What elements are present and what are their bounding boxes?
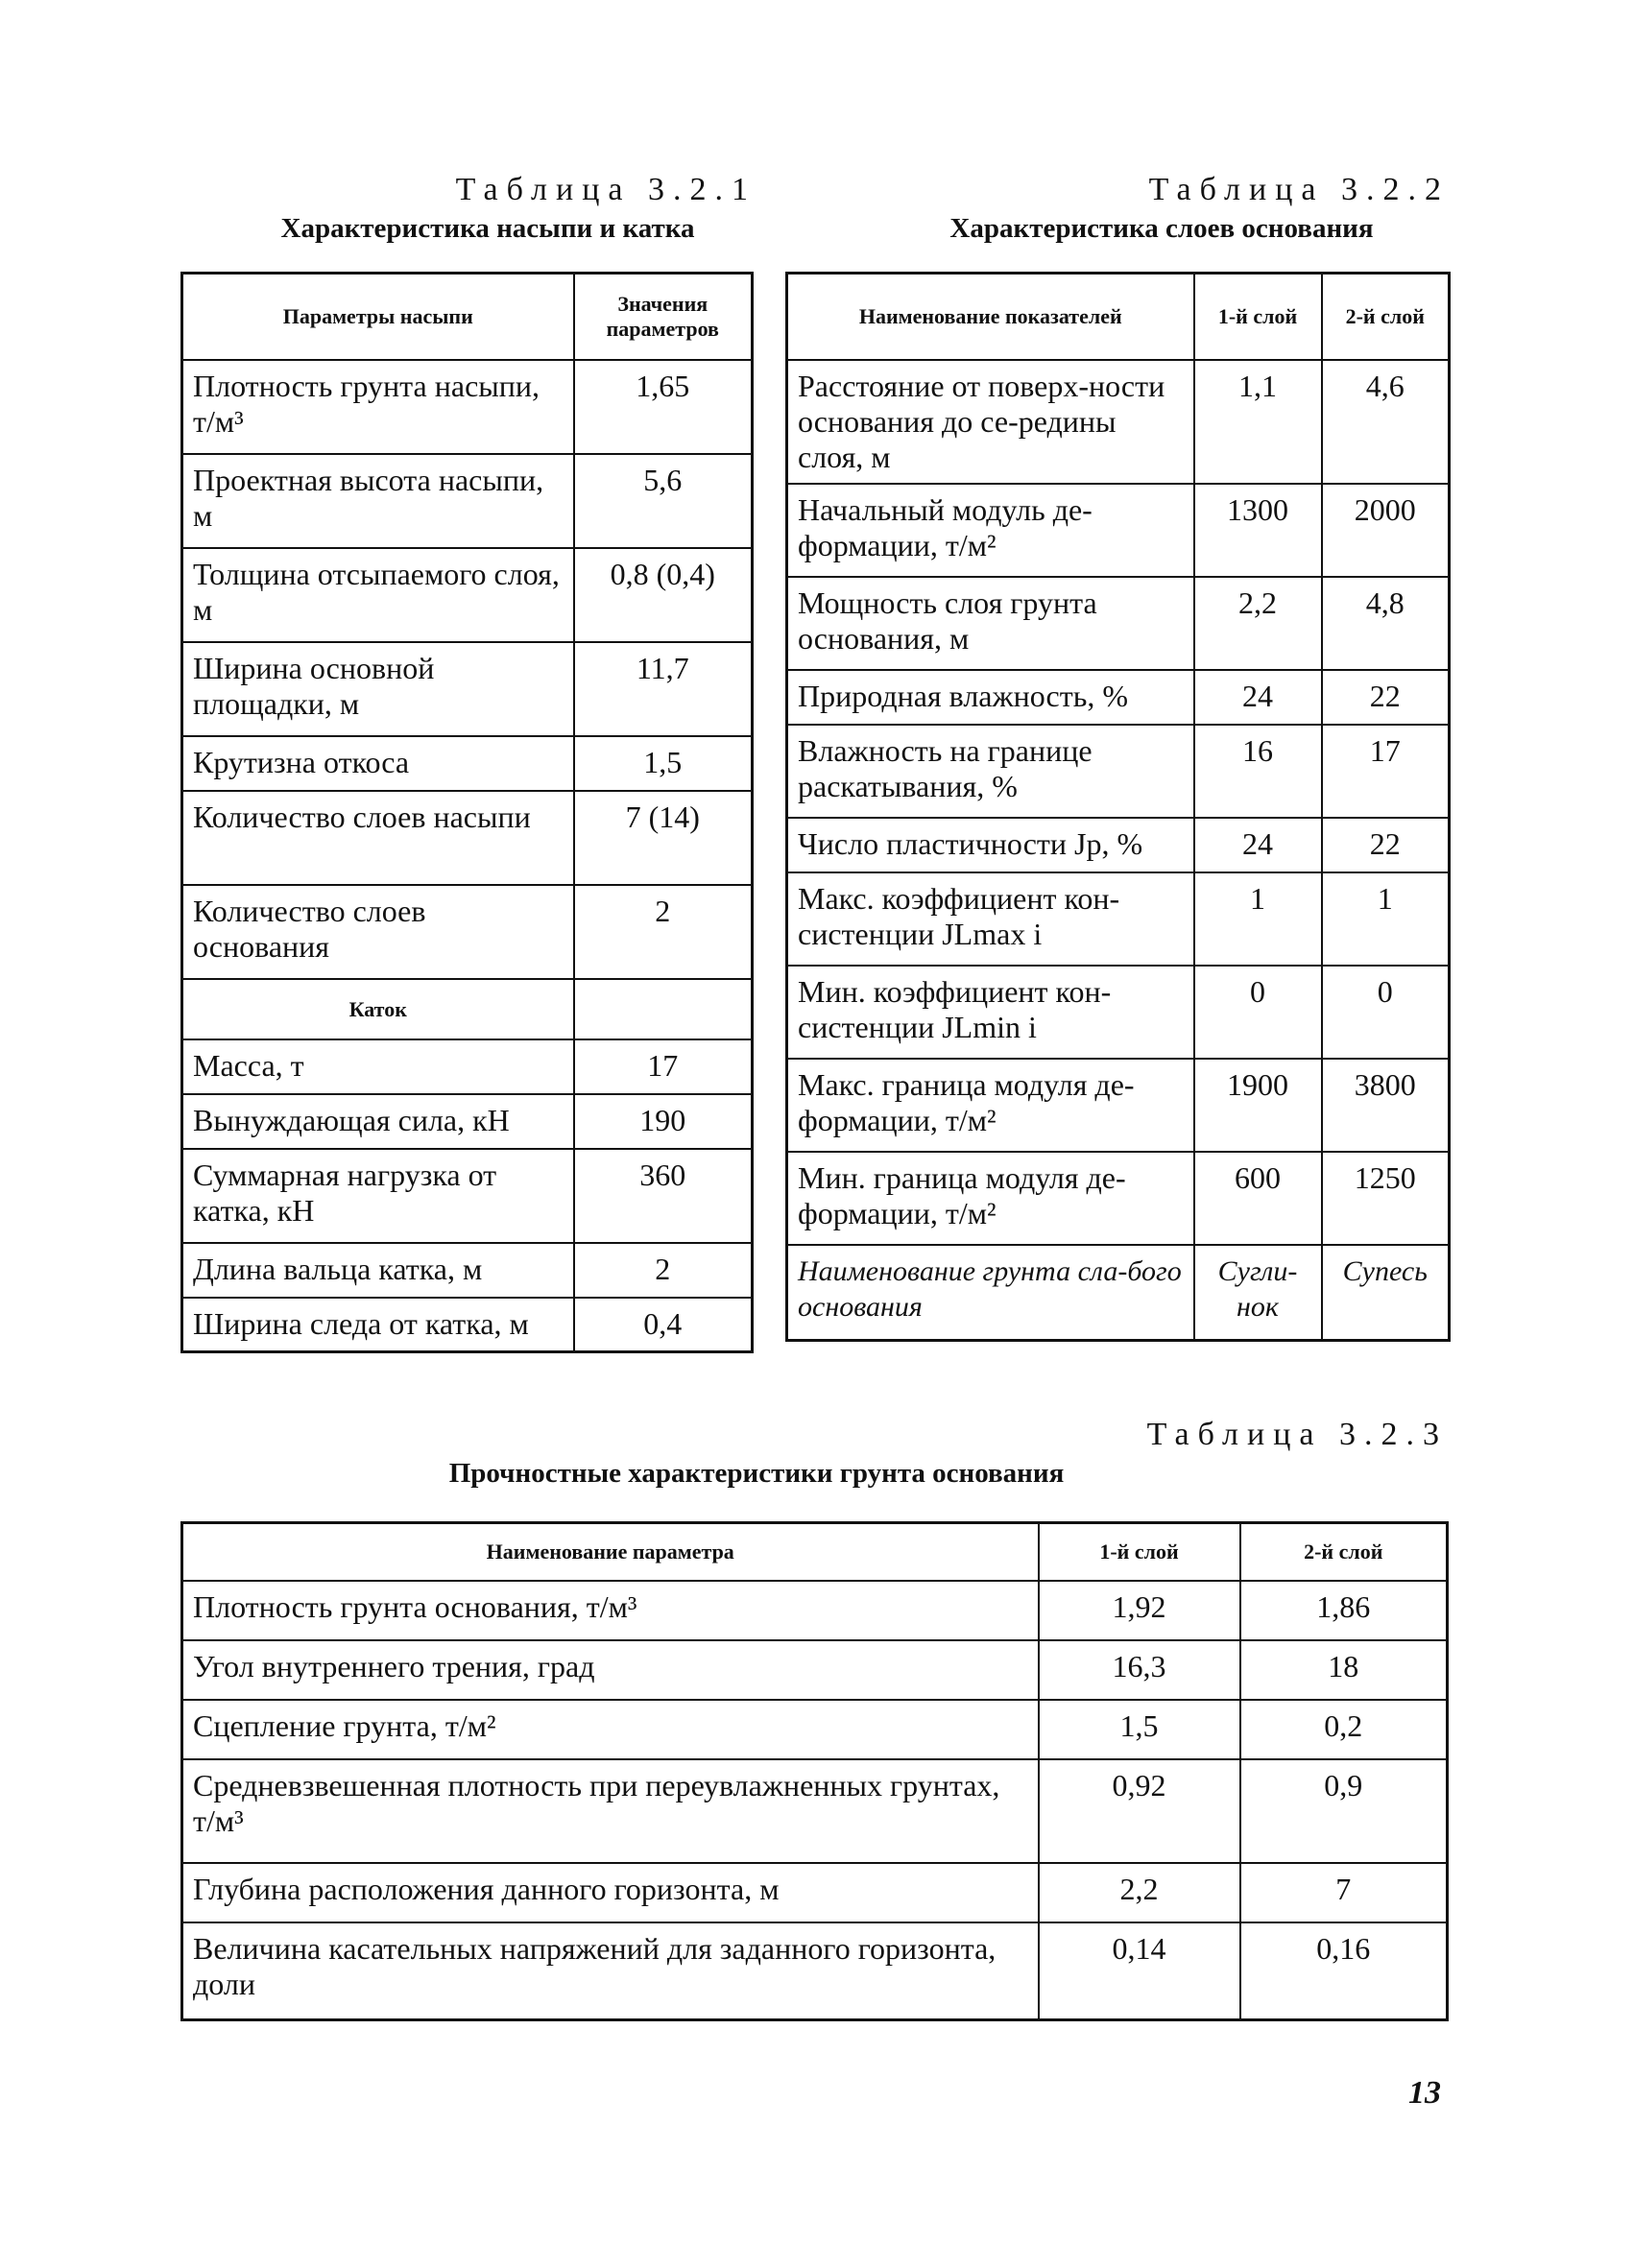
layer1-value: 2,2 xyxy=(1039,1863,1240,1922)
param-value: 2 xyxy=(574,885,753,979)
header-cell: 1-й слой xyxy=(1194,274,1322,360)
layer1-soil: Сугли-нок xyxy=(1194,1245,1322,1341)
table-row xyxy=(182,1149,753,1243)
table-3-2-2-caption xyxy=(845,171,1450,248)
param-value: 190 xyxy=(574,1094,753,1149)
table-row xyxy=(182,1700,1448,1759)
layer2-value: 1,86 xyxy=(1240,1581,1448,1640)
table-3-2-3-title: Прочностные характеристики грунта основания xyxy=(448,1458,1065,1489)
table-header-row xyxy=(787,274,1450,360)
layer1-value: 0,92 xyxy=(1039,1759,1240,1863)
parameter-name: Угол внутреннего трения, град xyxy=(182,1640,1039,1700)
param-value: 0,8 (0,4) xyxy=(574,548,753,642)
layer2-value: 0,16 xyxy=(1240,1922,1448,2020)
layer2-value: 7 xyxy=(1240,1863,1448,1922)
roller-subheader: Каток xyxy=(182,979,574,1039)
table-3-2-3-caption xyxy=(180,1416,1448,1492)
layer2-value: 22 xyxy=(1322,818,1450,872)
table-row xyxy=(182,1922,1448,2020)
param-value: 360 xyxy=(574,1149,753,1243)
table-row xyxy=(182,1298,753,1352)
table-3-2-2-title: Характеристика слоев основания xyxy=(949,213,1374,244)
table-row xyxy=(182,1863,1448,1922)
subheader-row xyxy=(182,979,753,1039)
parameter-name: Величина касательных напряжений для заданного горизонта, доли xyxy=(182,1922,1039,2020)
table-row xyxy=(182,885,753,979)
table-row xyxy=(787,725,1450,818)
layer1-value: 1900 xyxy=(1194,1059,1322,1152)
layer2-value: 0 xyxy=(1322,966,1450,1059)
param-name: Длина вальца катка, м xyxy=(182,1243,574,1298)
layer2-value: 22 xyxy=(1322,670,1450,725)
param-value: 1,65 xyxy=(574,360,753,454)
header-cell: Значения параметров xyxy=(574,274,753,360)
soil-name-label: Наименование грунта сла-бого основания xyxy=(787,1245,1194,1341)
layer2-value: 2000 xyxy=(1322,484,1450,577)
table-3-2-1-label: Таблица 3.2.1 xyxy=(455,172,756,207)
layer1-value: 1,5 xyxy=(1039,1700,1240,1759)
table-row xyxy=(787,818,1450,872)
table-row xyxy=(182,736,753,791)
table-row xyxy=(787,484,1450,577)
layer1-value: 24 xyxy=(1194,818,1322,872)
layer1-value: 1,1 xyxy=(1194,360,1322,484)
layer1-value: 1300 xyxy=(1194,484,1322,577)
indicator-name: Мин. граница модуля де-формации, т/м² xyxy=(787,1152,1194,1245)
table-row xyxy=(787,670,1450,725)
indicator-name: Число пластичности Jp, % xyxy=(787,818,1194,872)
base-layers-table xyxy=(785,272,1451,1342)
param-value: 0,4 xyxy=(574,1298,753,1352)
layer1-value: 0 xyxy=(1194,966,1322,1059)
param-name: Плотность грунта насыпи, т/м³ xyxy=(182,360,574,454)
header-cell: Наименование параметра xyxy=(182,1523,1039,1581)
param-name: Проектная высота насыпи, м xyxy=(182,454,574,548)
param-name: Толщина отсыпаемого слоя, м xyxy=(182,548,574,642)
param-value: 1,5 xyxy=(574,736,753,791)
layer1-value: 1 xyxy=(1194,872,1322,966)
param-name: Количество слоев основания xyxy=(182,885,574,979)
layer2-value: 3800 xyxy=(1322,1059,1450,1152)
page-number: 13 xyxy=(1408,2075,1441,2111)
table-row xyxy=(182,1039,753,1094)
layer1-value: 16 xyxy=(1194,725,1322,818)
table-row xyxy=(787,360,1450,484)
table-row xyxy=(182,1094,753,1149)
table-row xyxy=(182,791,753,885)
table-header-row xyxy=(182,1523,1448,1581)
table-3-2-1-title: Характеристика насыпи и катка xyxy=(280,213,695,244)
layer2-value: 4,8 xyxy=(1322,577,1450,670)
param-name: Вынуждающая сила, кН xyxy=(182,1094,574,1149)
param-name: Количество слоев насыпи xyxy=(182,791,574,885)
layer1-value: 24 xyxy=(1194,670,1322,725)
layer2-value: 18 xyxy=(1240,1640,1448,1700)
layer2-value: 4,6 xyxy=(1322,360,1450,484)
header-cell: Параметры насыпи xyxy=(182,274,574,360)
layer1-value: 600 xyxy=(1194,1152,1322,1245)
layer1-value: 16,3 xyxy=(1039,1640,1240,1700)
layer2-value: 1250 xyxy=(1322,1152,1450,1245)
param-name: Суммарная нагрузка от катка, кН xyxy=(182,1149,574,1243)
table-3-2-3-label: Таблица 3.2.3 xyxy=(1146,1417,1448,1452)
parameter-name: Сцепление грунта, т/м² xyxy=(182,1700,1039,1759)
table-row xyxy=(182,548,753,642)
param-value: 5,6 xyxy=(574,454,753,548)
table-row xyxy=(787,872,1450,966)
embankment-table xyxy=(180,272,754,1353)
layer2-value: 0,9 xyxy=(1240,1759,1448,1863)
table-row xyxy=(182,1640,1448,1700)
table-row xyxy=(182,1243,753,1298)
layer2-value: 0,2 xyxy=(1240,1700,1448,1759)
param-value: 11,7 xyxy=(574,642,753,736)
table-3-2-1-caption xyxy=(180,171,756,248)
indicator-name: Природная влажность, % xyxy=(787,670,1194,725)
param-name: Ширина следа от катка, м xyxy=(182,1298,574,1352)
layer1-value: 2,2 xyxy=(1194,577,1322,670)
table-row xyxy=(787,1059,1450,1152)
indicator-name: Мощность слоя грунта основания, м xyxy=(787,577,1194,670)
header-cell: Наименование показателей xyxy=(787,274,1194,360)
table-row xyxy=(182,454,753,548)
header-cell: 2-й слой xyxy=(1240,1523,1448,1581)
header-cell: 2-й слой xyxy=(1322,274,1450,360)
table-row xyxy=(787,1245,1450,1341)
indicator-name: Макс. коэффициент кон-систенции JLmax i xyxy=(787,872,1194,966)
parameter-name: Плотность грунта основания, т/м³ xyxy=(182,1581,1039,1640)
layer2-value: 1 xyxy=(1322,872,1450,966)
param-value: 17 xyxy=(574,1039,753,1094)
table-row xyxy=(182,1581,1448,1640)
param-name: Ширина основной площадки, м xyxy=(182,642,574,736)
param-name: Масса, т xyxy=(182,1039,574,1094)
layer1-value: 1,92 xyxy=(1039,1581,1240,1640)
table-row xyxy=(787,966,1450,1059)
table-row xyxy=(182,1759,1448,1863)
soil-strength-table xyxy=(180,1521,1449,2021)
parameter-name: Средневзвешенная плотность при переувлажненных грунтах, т/м³ xyxy=(182,1759,1039,1863)
param-name: Крутизна откоса xyxy=(182,736,574,791)
indicator-name: Мин. коэффициент кон-систенции JLmin i xyxy=(787,966,1194,1059)
indicator-name: Расстояние от поверх-ности основания до се-редины слоя, м xyxy=(787,360,1194,484)
empty-cell xyxy=(574,979,753,1039)
table-3-2-2-label: Таблица 3.2.2 xyxy=(1148,172,1450,207)
indicator-name: Влажность на границе раскатывания, % xyxy=(787,725,1194,818)
table-row xyxy=(787,1152,1450,1245)
layer1-value: 0,14 xyxy=(1039,1922,1240,2020)
table-row xyxy=(787,577,1450,670)
indicator-name: Начальный модуль де-формации, т/м² xyxy=(787,484,1194,577)
header-cell: 1-й слой xyxy=(1039,1523,1240,1581)
layer2-value: 17 xyxy=(1322,725,1450,818)
parameter-name: Глубина расположения данного горизонта, м xyxy=(182,1863,1039,1922)
table-row xyxy=(182,360,753,454)
indicator-name: Макс. граница модуля де-формации, т/м² xyxy=(787,1059,1194,1152)
param-value: 7 (14) xyxy=(574,791,753,885)
param-value: 2 xyxy=(574,1243,753,1298)
table-row xyxy=(182,642,753,736)
table-header-row xyxy=(182,274,753,360)
layer2-soil: Супесь xyxy=(1322,1245,1450,1341)
